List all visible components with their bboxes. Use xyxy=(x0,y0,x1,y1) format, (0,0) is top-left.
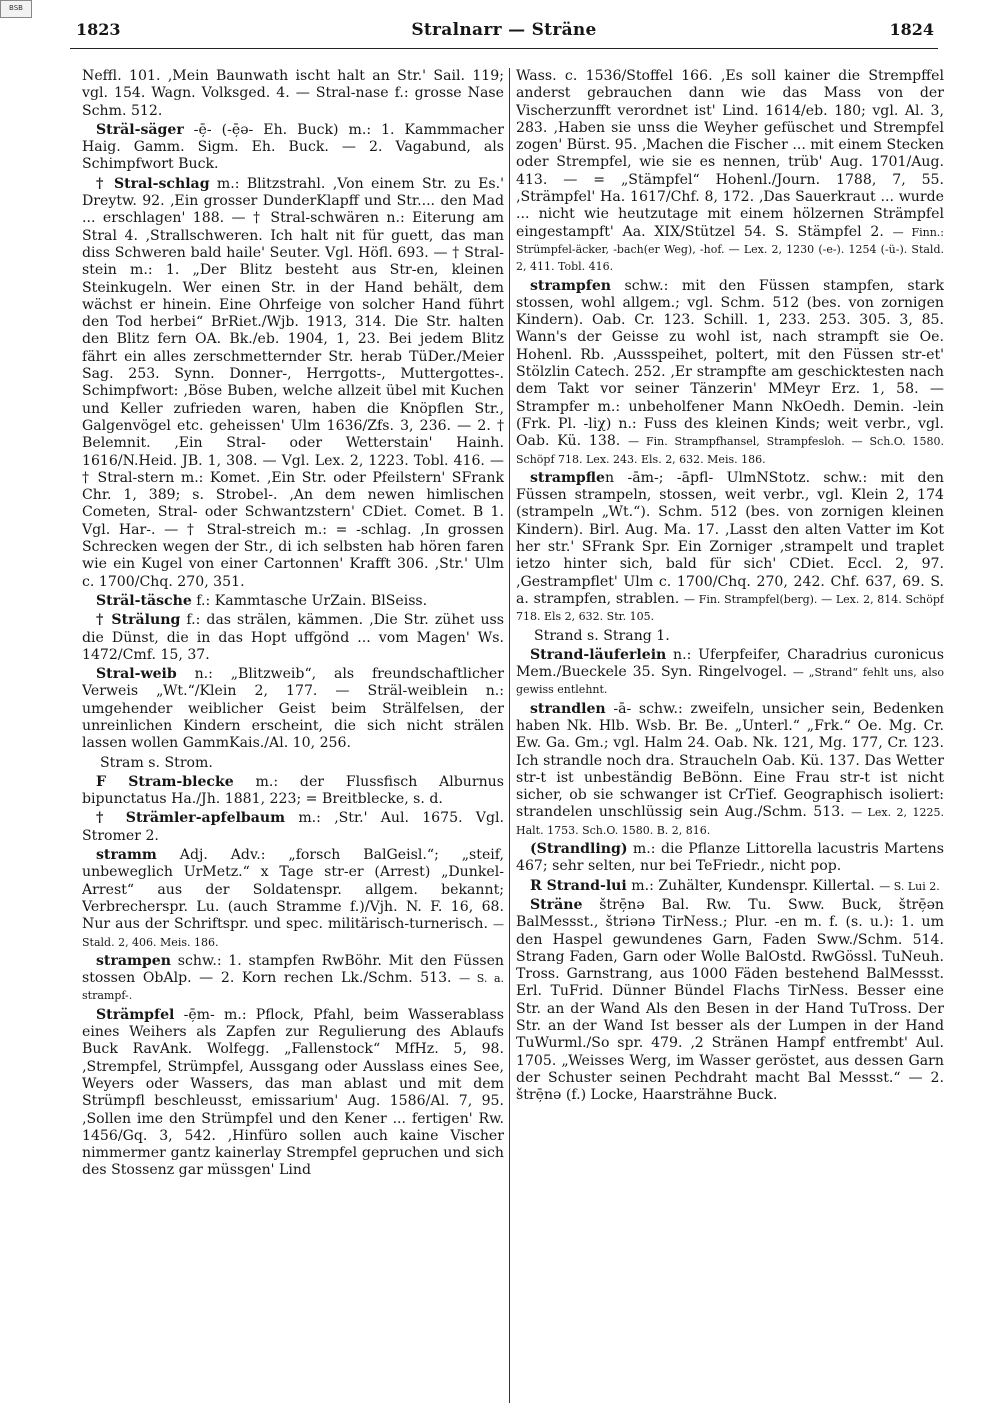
dictionary-entry xyxy=(516,647,944,699)
entry-body: štrē̦nə Bal. Rw. Tu. Sww. Buck, štrē̦ən BalMessst., štriənə TirNess.; Plur. -en m. f. (s. u.): 1. um den Haspel gewundenes Garn, Faden Sww./Schm. 514. Strang Faden, Garn oder Wolle BalOstd. RwGössl. TuNeuh. Tross. Garnstrang, aus 1000 Fäden bestehend BalMessst. Erl. TuFrid. Dünner Bündel Flachs TirNess. Besser eine Str. an der Wand Als den Besen in der Hand TuTross. Der Str. an der Wand Ist besser als der Lumpen in der Hand TuWurml./So spr. 479. ‚2 Stränen Hampf entfrembt' Aul. 1705. „Weisses Werg, im Wasser geröstet, aus dessen Garn der Schuster seinen Pechdraht macht Bal Messst.“ — 2. štrē̦nə (f.) Locke, Haarsträhne Buck. xyxy=(516,896,944,1104)
entry-references: — Fin. Strampfhansel, Strampfesloh. — Sch.O. 1580. Schöpf 718. Lex. 243. Els. 2, 632. Meis. 186. xyxy=(516,435,944,466)
dictionary-entry xyxy=(82,176,504,591)
entry-headword: Strämpfel xyxy=(96,1006,175,1023)
dictionary-entry xyxy=(516,68,944,276)
entry-body: f.: Kammtasche UrZain. BlSeiss. xyxy=(191,592,428,609)
entry-body: schw.: 1. stampfen RwBöhr. Mit den Füssen stossen ObAlp. — 2. Korn rechen Lk./Schm. 513. xyxy=(82,952,504,987)
dictionary-entry xyxy=(82,612,504,664)
right-text-column xyxy=(516,68,944,1403)
dictionary-entry xyxy=(82,1007,504,1180)
entry-body: Adj. Adv.: „forsch BalGeisl.“; „steif, unbeweglich UrMetz.“ x Tage str-er (Arrest) „Dunkel-Arrest“ aus der Soldatenspr. allgem. bekannt; Verbrecherspr. Lu. (auch Stramme f.)/Vjh. N. F. 16, 68. Nur aus der Schriftspr. und spec. militärisch-turnerisch. xyxy=(82,847,504,933)
entry-references: — Stald. 2, 406. Meis. 186. xyxy=(82,918,504,949)
entry-headword: strandlen xyxy=(530,700,606,717)
entry-headword: strampfen xyxy=(530,277,612,294)
entry-body: m.: Zuhälter, Kundenspr. Killertal. xyxy=(626,877,875,894)
dictionary-entry xyxy=(82,774,504,809)
running-title: Stralnarr — Sträne xyxy=(411,20,597,40)
entry-headword: † Strälung xyxy=(96,612,181,629)
dictionary-entry xyxy=(82,953,504,1005)
dictionary-entry xyxy=(516,278,944,468)
entry-body: n -ām-; -āpfl- UlmNStotz. schw.: mit den Füssen strampeln, stossen, weit verbr., vgl. Klein 2, 174 (strampeln „Wt.“). Schm. 512 (bes. von zornigen kleinen Kindern). Birl. Aug. Ma. 17. ‚Lasst den alten Vatter im Kot her str.' SFrank Spr. Ein Zorniger ‚strampelt und traplet ietzo hinter sich, bald für sich' CDiet. Eccl. 2, 97. ‚Gestrampflet' Ulm c. 1700/Chq. 270, 242. Chf. 637, 69. S. a. strampfen, strablen. xyxy=(516,469,944,607)
entry-body: -ē̦- (-ē̦ə- Eh. Buck) m.: 1. Kammmacher Haig. Gamm. Sigm. Eh. Buck. — 2. Vagabund, als Schimpfwort Buck. xyxy=(82,121,504,173)
entry-body: m.: der Flussfisch Alburnus bipunctatus Ha./Jh. 1881, 223; = Breitblecke, s. d. xyxy=(82,773,504,808)
entry-headword: Strand-läuferlein xyxy=(530,646,667,663)
entry-headword: Stral-weib xyxy=(96,666,177,683)
right-column-number: 1824 xyxy=(889,20,934,39)
column-divider xyxy=(509,68,510,1403)
dictionary-entry xyxy=(82,122,504,174)
entry-body: m.: ‚Str.' Aul. 1675. Vgl. Stromer 2. xyxy=(82,810,504,844)
entry-headword: Sträl-säger xyxy=(96,121,184,138)
entry-headword: F Stram-blecke xyxy=(96,773,234,790)
entry-headword: (Strandling) xyxy=(530,841,628,858)
entry-body: schw.: mit den Füssen stampfen, stark stossen, wohl allgem.; vgl. Schm. 512 (bes. von zornigen Kindern). Oab. Cr. 123. Schill. 1, 233. 253. 305. 3, 85. Wann's der Geisse zu wohl ist, nach strampft sie Oe. Hohenl. Rb. ‚Aussspeihet, poltert, mit den Füssen str-et' Stölzlin Catech. 252. ‚Er strampfte am geschicktesten nach dem Takt vor seiner Tänzerin' MMeyr Erz. 1, 58. — Strampfer m.: unbeholfener Mann NkOedh. Demin. -lein (Frk. Pl. -liχ) n.: Fuss des kleinen Kinds; weit verbr., vgl. Oab. Kü. 138. xyxy=(516,277,944,450)
entry-body: m.: die Pflanze Littorella lacustris Martens 467; sehr selten, nur bei TeFriedr., nicht pop. xyxy=(516,841,944,875)
entry-headword: Sträl-täsche xyxy=(96,592,192,609)
entry-body: Wass. c. 1536/Stoffel 166. ‚Es soll kainer die Strempffel anderst gebrauchen dann wie das Mass von der Vischerzunfft verordnet ist' Lind. 1614/eb. 180; vgl. Al. 3, 283. ‚Haben sie unss die Weyher gefüschet und Strempfel zogen' Bürst. 95. ‚Machen die Fischer ... mit einem Stecken oder Strempfel, wie sie es nennen, trüb' Aug. 1701/Aug. 413. — = „Stämpfel“ Hohenl./Journ. 1788, 7, 55. ‚Strämpfel' Ha. 1617/Chf. 8, 172. ‚Das Sauerkraut ... wurde ... nicht wie heutzutage mit einem hölzernen Strämpfel eingestampft' Aa. XIX/Stützel 54. S. Stämpfel 2. xyxy=(516,68,944,240)
library-stamp: BSB xyxy=(0,0,32,18)
entry-references: — S. a. strampf-. xyxy=(82,972,504,1003)
entry-body: n.: Uferpfeifer, Charadrius curonicus Mem./Bueckele 35. Syn. Ringelvogel. xyxy=(516,646,944,681)
entry-references: — „Strand“ fehlt uns, also gewiss entlehnt. xyxy=(516,666,944,697)
entry-body: Strand s. Strang 1. xyxy=(534,627,670,644)
entry-references: — Fin. Strampfel(berg). — Lex. 2, 814. Schöpf 718. Els 2, 632. Str. 105. xyxy=(516,592,944,624)
dictionary-entry xyxy=(82,593,504,610)
entry-headword: strampfle xyxy=(530,469,605,486)
dictionary-entry xyxy=(82,68,504,120)
dictionary-entry xyxy=(516,470,944,626)
entry-body: f.: das strälen, kämmen. ‚Die Str. zühet uss die Dünst, die in das Hopt uffgönd ... vom Magen' Ws. 1472/Cmf. 15, 37. xyxy=(82,612,504,663)
entry-headword: † Strämler-apfelbaum xyxy=(96,810,286,827)
dictionary-entry xyxy=(82,666,504,752)
dictionary-entry xyxy=(82,755,504,772)
entry-body: m.: Blitzstrahl. ‚Von einem Str. zu Es.' Dreytw. 92. ‚Ein grosser DunderKlapff und Str.... den Mad ... erschlagen' 188. — † Stral-schwären n.: Eiterung am Stral 4. ‚Strallschweren. Ich halt nit für guett, das man diss Schweren bald haile' Seuter. Vgl. Höfl. 693. — † Stral-stein m.: 1. „Der Blitz besteht aus Str-en, kleinen Steinkugeln. Wer einen Str. in der Hand behält, dem wächst er hinein. Eine Ohrfeige von solcher Hand führt den Tod herbei“ BrRiet./Wjb. 1913, 314. Die Str. halten den Blitz fern OA. Bk./eb. 1904, 1, 23. Bei jedem Blitz fährt ein alles zerschmetternder Str. herab TüDer./Meier Sag. 253. Synn. Donner-, Herrgotts-, Muttergottes-. Schimpfwort: ‚Böse Buben, welche allzeit übel mit Kuchen und Keller zufrieden waren, haben die Knöpflen Str., Galgenvögel etc. geheissen' Ulm 1636/Zfs. 3, 236. — 2. † Belemnit. ‚Ein Stral- oder Wetterstain' Hainh. 1616/N.Heid. JB. 1, 308. — Vgl. Lex. 2, 1223. Tobl. 416. — † Stral-stern m.: Komet. ‚Ein Str. oder Pfeilstern' SFrank Chr. 1, 389; s. Strobel-. ‚An dem newen himlischen Cometen, Stral- oder Schwantzstern' CDiet. Comet. B 1. Vgl. Har-. — † Stral-streich m.: = -schlag. ‚In grossen Schrecken wegen der Str., di ich selbsten hab hören faren wie ein Kugel von einer Cartonnen' Krafft 306. ‚Str.' Ulm c. 1700/Chq. 270, 351. xyxy=(82,175,504,590)
dictionary-entry xyxy=(516,897,944,1105)
entry-references: — Lex. 2, 1225. Halt. 1753. Sch.O. 1580. B. 2, 816. xyxy=(516,806,944,837)
entry-body: Neffl. 101. ‚Mein Baunwath ischt halt an Str.' Sail. 119; vgl. 154. Wagn. Volksged. 4. — Stral-nase f.: grosse Nase Schm. 512. xyxy=(82,68,504,119)
entry-body: Stram s. Strom. xyxy=(100,754,213,771)
entry-body: -ē̦m- m.: Pflock, Pfahl, beim Wasserablass eines Weihers als Zapfen zur Regulierung des Ablaufs Buck RavAnk. Wolfegg. „Fallenstock“ MfHz. 5, 98. ‚Strempfel, Strümpfel, Aussgang oder Ausslass eines See, Weyers oder Wassers, das man ablast und mit dem Strümpfl beschleusst, emissarium' Aug. 1586/Al. 7, 95. ‚Sollen ime den Strümpfel und den Kener ... fertigen' Rw. 1456/Gq. 3, 542. ‚Hinfüro sollen auch kaine Vischer nimmermer gantz kainerlay Strempfel gepruchen und sich des Stossenz gar müssgen' Lind xyxy=(82,1006,504,1179)
dictionary-entry xyxy=(516,628,944,645)
entry-headword: strampen xyxy=(96,952,171,969)
dictionary-entry xyxy=(516,701,944,839)
entry-headword: stramm xyxy=(96,847,157,864)
dictionary-entry xyxy=(516,878,944,895)
entry-references: — S. Lui 2. xyxy=(879,879,940,893)
entry-body: -ā- schw.: zweifeln, unsicher sein, Bedenken haben Nk. Hlb. Wsb. Br. Be. „Unterl.“ „Frk.“ Oe. Mg. Cr. Ew. Ga. Gm.; vgl. Halm 24. Oab. Nk. 121, Mg. 177, Cr. 123. Ich strandle noch dra. Straucheln Oab. Kü. 137. Das Wetter str-t ist unbeständig BeBönn. Eine Frau str-t ist nicht sicher, ob sie schwanger ist CrTief. Geographisch isoliert: strandelen unschlüssig sein Aug./Schm. 513. xyxy=(516,700,944,821)
dictionary-entry xyxy=(516,841,944,876)
entry-headword: Sträne xyxy=(530,896,583,913)
entry-headword: R Strand-lui xyxy=(530,877,627,894)
dictionary-entry xyxy=(82,810,504,845)
entry-headword: † Stral-schlag xyxy=(96,175,210,192)
entry-references: — Finn.: Strümpfel-äcker, -bach(er Weg), -hof. — Lex. 2, 1230 (-e-). 1254 (-ü-). Stald. 2, 411. Tobl. 416. xyxy=(516,225,944,274)
page-header xyxy=(70,20,938,49)
dictionary-entry xyxy=(82,847,504,951)
left-column-number: 1823 xyxy=(76,20,121,39)
entry-body: n.: „Blitzweib“, als freundschaftlicher Verweis „Wt.“/Klein 2, 177. — Sträl-weiblein n.: umgehender weiblicher Geist beim Strälfelsen, der unreinlichen Kindern erscheint, die sich nicht strälen lassen wollen GammKais./Al. 10, 256. xyxy=(82,666,504,752)
left-text-column xyxy=(82,68,504,1403)
